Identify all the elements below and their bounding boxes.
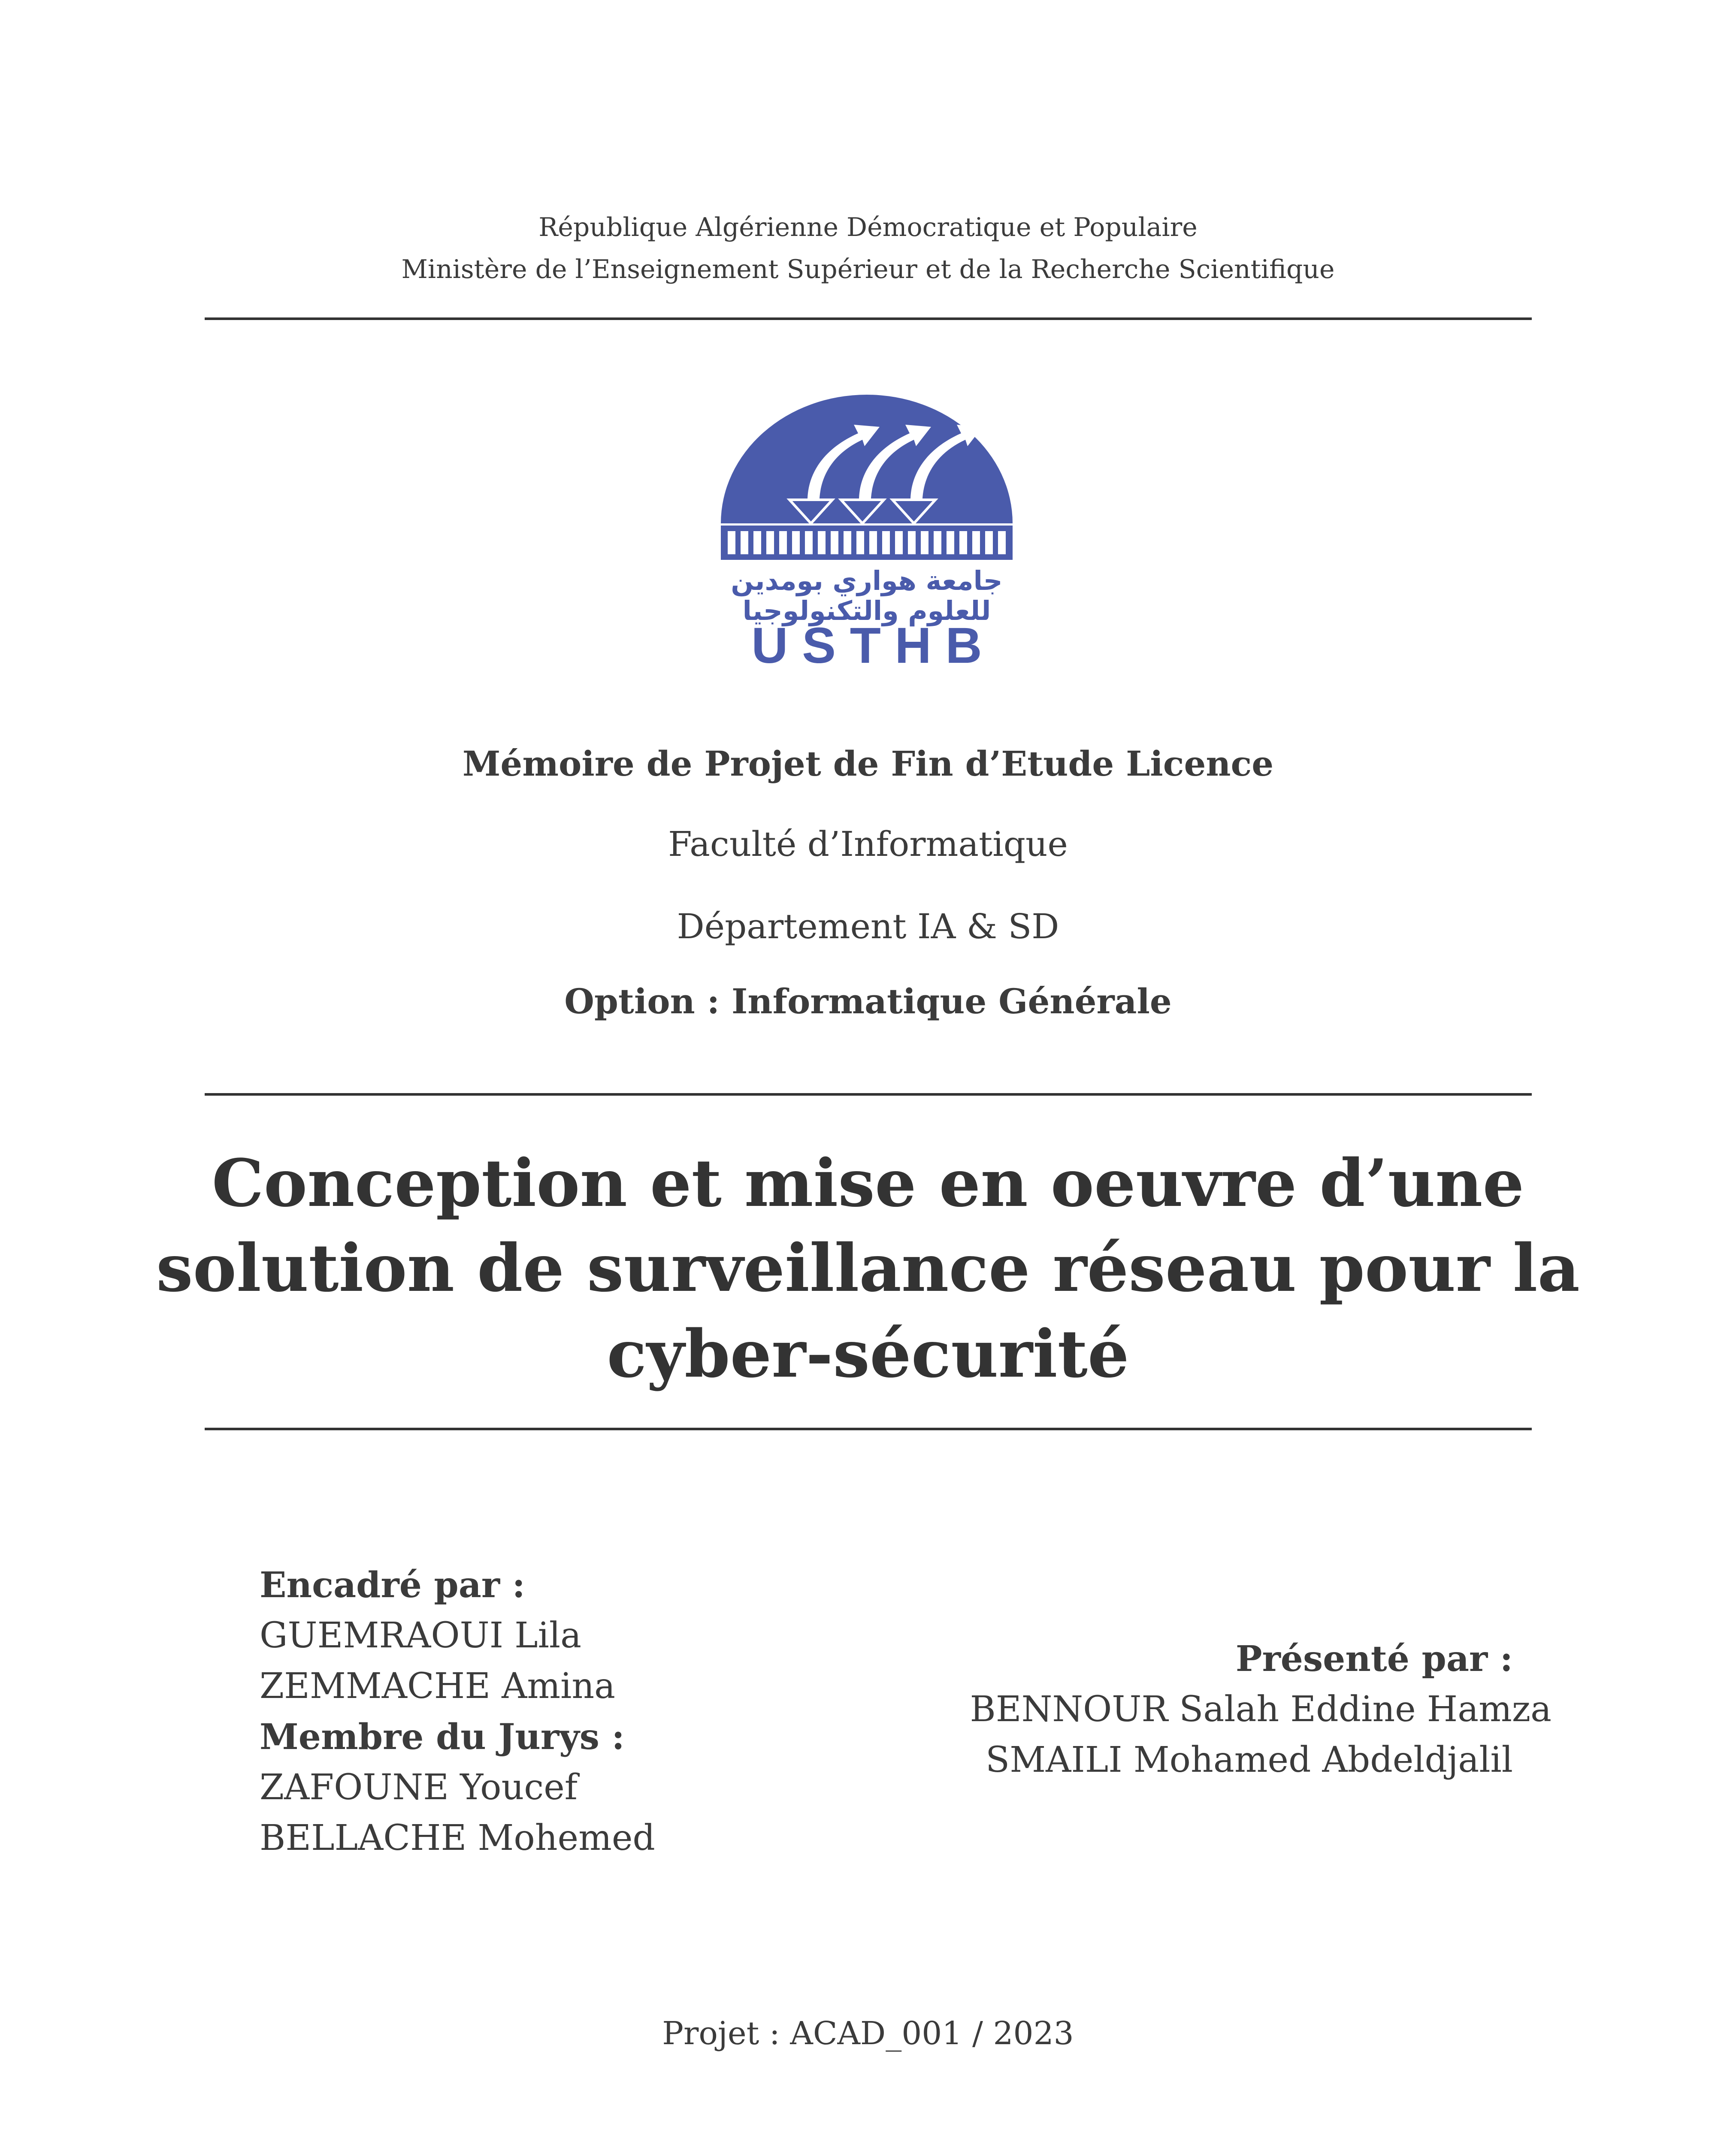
logo-arabic-line1: جامعة هواري بومدين [731,565,1003,596]
supervisor-name: ZEMMACHE Amina [260,1666,616,1707]
presenters-block [970,1634,1552,1785]
jury-member-name: ZAFOUNE Youcef [260,1767,578,1808]
faculty-name: Faculté d’Informatique [668,824,1068,864]
usthb-logo [717,395,1017,669]
presenter-name: BENNOUR Salah Eddine Hamza [970,1689,1552,1730]
down-arrowheads [789,500,935,523]
supervision-block [260,1560,655,1864]
supervisors-label: Encadré par : [260,1565,525,1606]
colonnade-base [721,526,1013,560]
jury-label: Membre du Jurys : [260,1716,625,1758]
department-name: Département IA & SD [677,906,1059,946]
thesis-title-line2: solution de surveillance réseau pour la [156,1230,1580,1306]
logo-acronym: U S T H B [751,617,982,669]
title-top-divider [205,1093,1532,1096]
thesis-title-line1: Conception et mise en oeuvre d’une [212,1145,1524,1221]
option-name: Option : Informatique Générale [564,981,1172,1021]
top-divider [205,317,1532,320]
supervisor-name: GUEMRAOUI Lila [260,1615,581,1656]
ministry-line: Ministère de l’Enseignement Supérieur et de la Recherche Scientifique [401,254,1335,284]
project-reference: Projet : ACAD_001 / 2023 [662,2015,1074,2052]
presenters-label: Présenté par : [1235,1638,1513,1680]
jury-member-name: BELLACHE Mohemed [260,1818,655,1858]
thesis-title-line3: cyber-sécurité [607,1315,1129,1392]
presenter-name: SMAILI Mohamed Abdeldjalil [986,1740,1513,1780]
memoire-type: Mémoire de Projet de Fin d’Etude Licence [462,743,1274,784]
logo-arabic-line2: للعلوم والتكنولوجيا [742,595,991,626]
title-bottom-divider [205,1428,1532,1430]
usthb-logo-emblem [717,395,1017,669]
republic-line: République Algérienne Démocratique et Populaire [538,212,1198,242]
